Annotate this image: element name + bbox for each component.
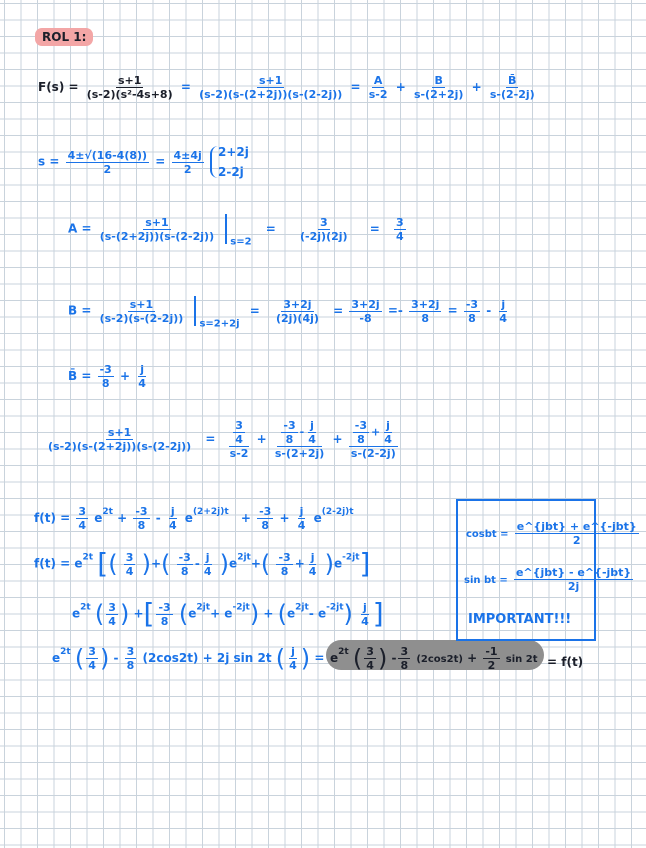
pf-term-a: $\frac{\frac{3}{4}}{s-2}$: [229, 419, 249, 460]
pf-lhs-fraction: $\frac{s+1}{(s-2)(s-(2+2j))(s-(2-2j))}$: [48, 426, 192, 453]
a-result: $\frac{3}{4}$: [396, 215, 404, 243]
cos-identity: cosbt = $\frac{\text{e\textasciicircum{}\{jbt\} + e\textasciicircum{}\{-jbt\}}}{2}$: [466, 520, 637, 547]
eq-ft-4: $e^{2t}$ ( $\frac{3}{4}$ ) - $\frac{3}{8}$ (2cos2t) + 2j sin 2t ( $\frac{j}{4}$ ) =: [52, 644, 325, 673]
bbar-lhs: B̄ =: [68, 369, 92, 383]
ft2-lhs: f(t) =: [34, 556, 71, 571]
a-lhs: A =: [68, 221, 92, 236]
fs-term-bbar: $\frac{B̄}{s-(2-2j)}$: [489, 74, 535, 101]
eq-bbar: B̄ = $\frac{-3}{8}$ + $\frac{j}{4}$: [68, 363, 146, 390]
final-result-label: = f(t): [547, 655, 584, 669]
b-fraction-3: $\frac{3+2j}{-8}$: [351, 297, 380, 325]
b-fraction-2: $\frac{3+2j}{(2j)(4j)}$: [275, 297, 319, 325]
bbar-fraction-1: $\frac{-3}{8}$: [99, 363, 112, 390]
eq-ft-2: $f(t) = e^{2t}$ [( $\frac{3}{4}$ )+( $\frac{-3}{8}$ - $\frac{j}{4}$ )$e^{2jt}+$( $\frac{-3}{8}$ + $\frac{j}{4}$ )$e^{-2jt}$]: [34, 547, 371, 580]
eq-partial-fractions: $\frac{s+1}{(s-2)(s-(2+2j))(s-(2-2j))}$ = $\frac{\frac{3}{4}}{s-2}$ + $\frac{-3}{8}$ - $\frac{j}{4}$ s-(2+2j) + $\frac{-3}{8}$ + $\frac{j}{4}$ s-(2-2j): [44, 420, 400, 459]
eq-ft-1: f(t) = $\frac{3}{4}$ $e^{2t}$ + $\frac{-3}{8}$ - $\frac{j}{4}$ $e^{(2+2j)t}$ + $\frac{-3}{8}$ + $\frac{j}{4}$ $e^{(2-2j)t}$: [34, 505, 354, 532]
fs-term-b: $\frac{B}{s-(2+2j)}$: [413, 74, 464, 101]
roots-cases: 2+2j 2-2j: [210, 146, 249, 178]
a-eval-bar: [225, 214, 227, 244]
bbar-fraction-2: $\frac{j}{4}$: [138, 363, 146, 390]
final-answer: $e^{2t}$ ( $\frac{3}{4}$ ) - $\frac{3}{8}$ (2cos2t) + $\frac{-1}{2}$ sin 2t: [330, 644, 538, 673]
a-eval-point: s=2: [230, 236, 252, 248]
roots-lhs: s =: [38, 154, 60, 169]
pf-term-c: $\frac{-3}{8}$ + $\frac{j}{4}$ s-(2-2j): [349, 420, 398, 459]
eq-ft-3: $e^{2t}$ ( $\frac{3}{4}$ ) +[ $\frac{-3}{8}$ $(e^{2jt}+ e^{-2jt}) + (e^{2jt}-$ $e^{-2jt}$) $\frac{j}{4}$ ]: [72, 597, 384, 630]
eq-a-residue: A = $\frac{s+1}{(s-(2+2j))(s-(2-2j))}$ $_{s=2}$ = $\frac{3}{(-2j)(2j)}$ = $\frac{3}{4}$: [68, 215, 404, 248]
pf-term-b: $\frac{-3}{8}$ - $\frac{j}{4}$ s-(2+2j): [274, 419, 325, 460]
fs-term-a: $\frac{A}{s-2}$: [368, 74, 388, 101]
fs-fraction-1: $\frac{s+1}{\text{(s-2)(s²-4s+8)}}$: [86, 74, 173, 101]
eq-laplace-decomposition: F(s) = $\frac{s+1}{\text{(s-2)(s²-4s+8)}}$ = $\frac{s+1}{(s-2)(s-(2+2j))(s-(2-2j))}$ = $\frac{A}{s-2}$ + $\frac{B}{s-(2+2j)}$ + $\frac{B̄}{s-(2-2j)}$: [38, 74, 535, 101]
important-note: IMPORTANT!!!: [468, 612, 572, 627]
eq-b-residue: B = $\frac{s+1}{(s-2)(s-(2-2j))}$ $_{s=2+2j}$ = $\frac{3+2j}{(2j)(4j)}$ = $\frac{3+2j}{-8}$ =- $\frac{3+2j}{8}$ = $\frac{-3}{8}$ - $\frac{j}{4}$: [68, 297, 508, 330]
roots-fraction-1: $\frac{4\pm√(16-4(8))}{2}$: [67, 148, 148, 176]
sin-identity: sin bt = $\frac{\text{e\textasciicircum{}\{jbt\} - e\textasciicircum{}\{-jbt\}}}{2j}$: [464, 566, 632, 593]
b-fraction-6: $\frac{j}{4}$: [499, 297, 508, 325]
b-eval-point: s=2+2j: [199, 318, 240, 330]
fs-lhs: F(s) =: [38, 80, 79, 94]
problem-title: ROL 1:: [35, 28, 93, 46]
b-fraction: $\frac{s+1}{(s-2)(s-(2-2j))}$: [99, 297, 184, 325]
roots-fraction-2: $\frac{4\pm 4j}{2}$: [173, 148, 202, 176]
b-eval-bar: [194, 296, 196, 326]
b-fraction-5: $\frac{-3}{8}$: [465, 297, 479, 325]
euler-identity-box: [456, 499, 637, 641]
b-lhs: B =: [68, 303, 92, 318]
a-fraction-2: $\frac{3}{(-2j)(2j)}$: [300, 215, 348, 243]
fs-fraction-2: $\frac{s+1}{(s-2)(s-(2+2j))(s-(2-2j))}$: [199, 74, 343, 101]
b-fraction-4: $\frac{3+2j}{8}$: [411, 297, 440, 325]
a-fraction: $\frac{s+1}{(s-(2+2j))(s-(2-2j))}$: [99, 215, 215, 243]
eq-roots: s = $\frac{4\pm√(16-4(8))}{2}$ = $\frac{4\pm 4j}{2}$ 2+2j 2-2j: [38, 145, 249, 179]
ft1-lhs: f(t) =: [34, 511, 71, 525]
